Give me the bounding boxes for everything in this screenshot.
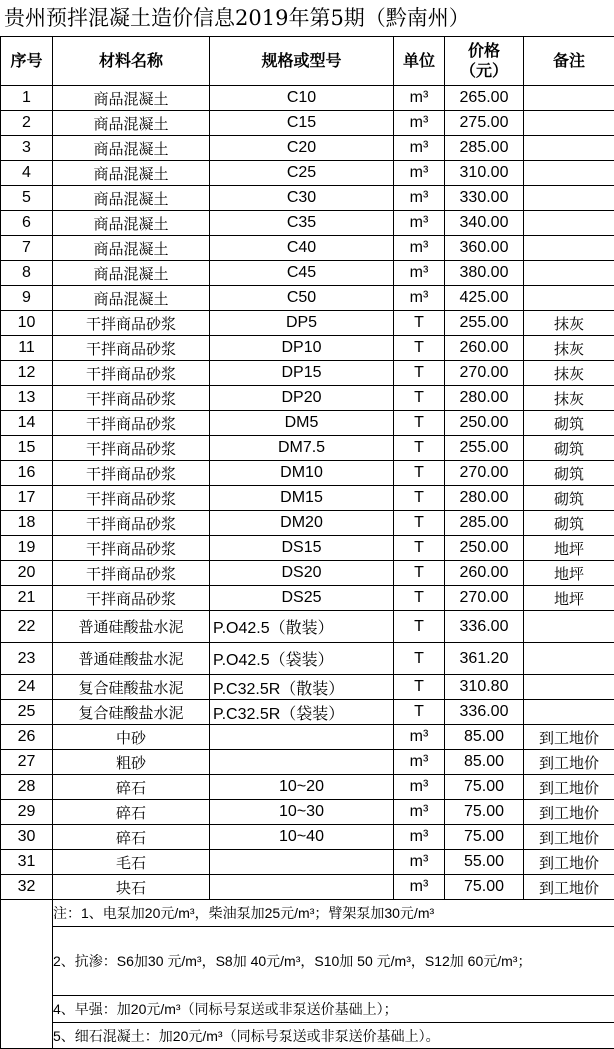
- table-row: [1, 136, 614, 161]
- row-remark: [524, 236, 614, 261]
- row-remark: [524, 111, 614, 136]
- row-no: 3: [1, 136, 53, 161]
- table-row: [1, 436, 614, 461]
- row-unit: T: [394, 611, 445, 643]
- row-price: 275.00: [445, 111, 524, 136]
- header-price: [445, 37, 524, 86]
- row-price: 75.00: [445, 775, 524, 800]
- row-spec: P.C32.5R（袋装）: [210, 700, 394, 725]
- row-price: 55.00: [445, 850, 524, 875]
- row-remark: 砌筑: [524, 486, 614, 511]
- row-price: 285.00: [445, 511, 524, 536]
- row-spec: DP5: [210, 311, 394, 336]
- table-row: [1, 411, 614, 436]
- page-title: 贵州预拌混凝土造价信息2019年第5期（黔南州）: [0, 0, 614, 36]
- row-remark: 到工地价: [524, 775, 614, 800]
- row-no: 10: [1, 311, 53, 336]
- header-material-name: 材料名称: [53, 37, 210, 86]
- row-no: 25: [1, 700, 53, 725]
- row-price: 310.00: [445, 161, 524, 186]
- note-2: 2、抗渗：S6加30 元/m³，S8加 40元/m³，S10加 50 元/m³，S12加 60元/m³；: [53, 927, 614, 996]
- table-row: [1, 361, 614, 386]
- row-material-name: 干拌商品砂浆: [53, 511, 210, 536]
- row-material-name: 商品混凝土: [53, 111, 210, 136]
- row-unit: T: [394, 700, 445, 725]
- table-row: [1, 86, 614, 111]
- table-row: [1, 875, 614, 900]
- row-remark: 到工地价: [524, 825, 614, 850]
- row-spec: 10~20: [210, 775, 394, 800]
- row-spec: C20: [210, 136, 394, 161]
- row-spec: 10~40: [210, 825, 394, 850]
- note-5: 5、细石混凝土：加20元/m³（同标号泵送或非泵送价基础上）。: [53, 1023, 614, 1049]
- row-remark: [524, 675, 614, 700]
- row-price: 75.00: [445, 825, 524, 850]
- row-material-name: 商品混凝土: [53, 136, 210, 161]
- row-material-name: 复合硅酸盐水泥: [53, 675, 210, 700]
- row-spec: [210, 750, 394, 775]
- row-spec: [210, 875, 394, 900]
- row-no: 12: [1, 361, 53, 386]
- row-remark: 到工地价: [524, 750, 614, 775]
- row-price: 330.00: [445, 186, 524, 211]
- table-row: [1, 675, 614, 700]
- row-unit: m³: [394, 86, 445, 111]
- row-no: 13: [1, 386, 53, 411]
- header-unit: 单位: [394, 37, 445, 86]
- row-unit: T: [394, 586, 445, 611]
- table-row: [1, 643, 614, 675]
- row-spec: DS15: [210, 536, 394, 561]
- row-spec: DS20: [210, 561, 394, 586]
- row-price: 270.00: [445, 586, 524, 611]
- row-material-name: 碎石: [53, 825, 210, 850]
- row-no: 21: [1, 586, 53, 611]
- row-material-name: 商品混凝土: [53, 86, 210, 111]
- row-unit: T: [394, 336, 445, 361]
- row-material-name: 商品混凝土: [53, 211, 210, 236]
- row-unit: m³: [394, 236, 445, 261]
- price-table: [0, 36, 614, 1049]
- table-row: [1, 236, 614, 261]
- row-no: 29: [1, 800, 53, 825]
- row-no: 6: [1, 211, 53, 236]
- row-remark: [524, 86, 614, 111]
- row-remark: 到工地价: [524, 725, 614, 750]
- row-unit: m³: [394, 825, 445, 850]
- row-spec: C25: [210, 161, 394, 186]
- row-spec: C15: [210, 111, 394, 136]
- row-unit: m³: [394, 775, 445, 800]
- row-no: 5: [1, 186, 53, 211]
- note-row-4: [1, 996, 614, 1023]
- table-row: [1, 586, 614, 611]
- row-material-name: 干拌商品砂浆: [53, 411, 210, 436]
- note-4: 4、早强：加20元/m³（同标号泵送或非泵送价基础上）；: [53, 996, 614, 1023]
- header-price-line2: （元）: [445, 61, 523, 81]
- row-price: 270.00: [445, 461, 524, 486]
- row-remark: 抹灰: [524, 311, 614, 336]
- row-no: 26: [1, 725, 53, 750]
- row-unit: T: [394, 386, 445, 411]
- row-no: 22: [1, 611, 53, 643]
- row-unit: T: [394, 511, 445, 536]
- row-spec: DP20: [210, 386, 394, 411]
- row-remark: 砌筑: [524, 411, 614, 436]
- row-no: 2: [1, 111, 53, 136]
- row-material-name: 商品混凝土: [53, 286, 210, 311]
- table-row: [1, 536, 614, 561]
- table-row: [1, 700, 614, 725]
- row-unit: T: [394, 461, 445, 486]
- table-row: [1, 211, 614, 236]
- row-unit: T: [394, 561, 445, 586]
- row-unit: T: [394, 536, 445, 561]
- row-no: 7: [1, 236, 53, 261]
- row-material-name: 干拌商品砂浆: [53, 311, 210, 336]
- row-price: 340.00: [445, 211, 524, 236]
- row-no: 15: [1, 436, 53, 461]
- row-spec: DM5: [210, 411, 394, 436]
- header-remark: 备注: [524, 37, 614, 86]
- table-row: [1, 161, 614, 186]
- row-spec: DM10: [210, 461, 394, 486]
- row-price: 380.00: [445, 261, 524, 286]
- row-material-name: 碎石: [53, 775, 210, 800]
- row-remark: [524, 136, 614, 161]
- row-material-name: 碎石: [53, 800, 210, 825]
- row-unit: T: [394, 411, 445, 436]
- row-remark: 到工地价: [524, 875, 614, 900]
- row-material-name: 复合硅酸盐水泥: [53, 700, 210, 725]
- header-spec: 规格或型号: [210, 37, 394, 86]
- row-spec: P.O42.5（袋装）: [210, 643, 394, 675]
- row-remark: 抹灰: [524, 361, 614, 386]
- row-no: 4: [1, 161, 53, 186]
- row-unit: m³: [394, 111, 445, 136]
- row-unit: m³: [394, 850, 445, 875]
- row-price: 425.00: [445, 286, 524, 311]
- row-remark: 抹灰: [524, 336, 614, 361]
- row-material-name: 商品混凝土: [53, 161, 210, 186]
- table-row: [1, 286, 614, 311]
- row-no: 1: [1, 86, 53, 111]
- row-material-name: 块石: [53, 875, 210, 900]
- table-row: [1, 336, 614, 361]
- table-row: [1, 775, 614, 800]
- row-material-name: 干拌商品砂浆: [53, 486, 210, 511]
- row-unit: m³: [394, 211, 445, 236]
- note-row-2: [1, 927, 614, 996]
- row-spec: DM15: [210, 486, 394, 511]
- table-row: [1, 750, 614, 775]
- row-spec: C45: [210, 261, 394, 286]
- row-price: 336.00: [445, 611, 524, 643]
- row-unit: m³: [394, 750, 445, 775]
- row-spec: DP15: [210, 361, 394, 386]
- row-spec: P.O42.5（散装）: [210, 611, 394, 643]
- table-row: [1, 725, 614, 750]
- row-remark: 到工地价: [524, 800, 614, 825]
- row-remark: [524, 643, 614, 675]
- header-row: [1, 37, 614, 86]
- row-material-name: 干拌商品砂浆: [53, 536, 210, 561]
- row-spec: [210, 725, 394, 750]
- row-unit: T: [394, 311, 445, 336]
- table-row: [1, 386, 614, 411]
- row-material-name: 商品混凝土: [53, 186, 210, 211]
- row-material-name: 商品混凝土: [53, 236, 210, 261]
- row-material-name: 干拌商品砂浆: [53, 561, 210, 586]
- row-material-name: 中砂: [53, 725, 210, 750]
- table-body: [1, 86, 614, 900]
- row-material-name: 粗砂: [53, 750, 210, 775]
- row-remark: [524, 161, 614, 186]
- row-price: 265.00: [445, 86, 524, 111]
- table-row: [1, 800, 614, 825]
- note-row-5: [1, 1023, 614, 1049]
- table-row: [1, 825, 614, 850]
- table-row: [1, 561, 614, 586]
- header-price-line1: 价格: [445, 41, 523, 61]
- table-row: [1, 611, 614, 643]
- row-remark: [524, 286, 614, 311]
- row-unit: m³: [394, 136, 445, 161]
- table-row: [1, 111, 614, 136]
- row-no: 19: [1, 536, 53, 561]
- table-row: [1, 186, 614, 211]
- row-unit: m³: [394, 161, 445, 186]
- row-material-name: 干拌商品砂浆: [53, 361, 210, 386]
- row-remark: [524, 186, 614, 211]
- row-material-name: 干拌商品砂浆: [53, 586, 210, 611]
- row-material-name: 毛石: [53, 850, 210, 875]
- row-price: 310.80: [445, 675, 524, 700]
- row-spec: C40: [210, 236, 394, 261]
- row-no: 23: [1, 643, 53, 675]
- row-price: 75.00: [445, 800, 524, 825]
- row-unit: m³: [394, 261, 445, 286]
- row-remark: [524, 700, 614, 725]
- row-price: 250.00: [445, 411, 524, 436]
- note-row-1: [1, 900, 614, 927]
- row-price: 280.00: [445, 486, 524, 511]
- row-price: 361.20: [445, 643, 524, 675]
- row-price: 285.00: [445, 136, 524, 161]
- row-price: 260.00: [445, 561, 524, 586]
- table-row: [1, 511, 614, 536]
- row-no: 14: [1, 411, 53, 436]
- row-price: 255.00: [445, 311, 524, 336]
- row-spec: DS25: [210, 586, 394, 611]
- row-spec: DM7.5: [210, 436, 394, 461]
- row-remark: 地坪: [524, 561, 614, 586]
- row-no: 9: [1, 286, 53, 311]
- row-price: 280.00: [445, 386, 524, 411]
- row-spec: 10~30: [210, 800, 394, 825]
- row-unit: T: [394, 361, 445, 386]
- row-spec: [210, 850, 394, 875]
- row-material-name: 商品混凝土: [53, 261, 210, 286]
- row-remark: 地坪: [524, 536, 614, 561]
- row-unit: T: [394, 486, 445, 511]
- row-spec: DP10: [210, 336, 394, 361]
- row-no: 28: [1, 775, 53, 800]
- row-spec: C30: [210, 186, 394, 211]
- row-remark: 到工地价: [524, 850, 614, 875]
- row-price: 85.00: [445, 750, 524, 775]
- row-price: 255.00: [445, 436, 524, 461]
- row-remark: 地坪: [524, 586, 614, 611]
- row-no: 27: [1, 750, 53, 775]
- table-row: [1, 850, 614, 875]
- row-price: 260.00: [445, 336, 524, 361]
- row-price: 250.00: [445, 536, 524, 561]
- row-remark: [524, 211, 614, 236]
- row-unit: m³: [394, 875, 445, 900]
- row-no: 32: [1, 875, 53, 900]
- row-price: 336.00: [445, 700, 524, 725]
- row-unit: m³: [394, 186, 445, 211]
- row-material-name: 干拌商品砂浆: [53, 436, 210, 461]
- row-unit: m³: [394, 286, 445, 311]
- row-price: 75.00: [445, 875, 524, 900]
- row-material-name: 普通硅酸盐水泥: [53, 611, 210, 643]
- row-unit: T: [394, 675, 445, 700]
- row-no: 31: [1, 850, 53, 875]
- row-material-name: 干拌商品砂浆: [53, 461, 210, 486]
- row-no: 17: [1, 486, 53, 511]
- row-price: 360.00: [445, 236, 524, 261]
- row-price: 85.00: [445, 725, 524, 750]
- row-remark: 砌筑: [524, 511, 614, 536]
- row-spec: P.C32.5R（散装）: [210, 675, 394, 700]
- row-spec: C10: [210, 86, 394, 111]
- row-no: 11: [1, 336, 53, 361]
- row-no: 20: [1, 561, 53, 586]
- row-no: 30: [1, 825, 53, 850]
- row-unit: T: [394, 436, 445, 461]
- row-unit: m³: [394, 800, 445, 825]
- table-row: [1, 461, 614, 486]
- row-no: 18: [1, 511, 53, 536]
- row-unit: m³: [394, 725, 445, 750]
- row-spec: DM20: [210, 511, 394, 536]
- table-row: [1, 486, 614, 511]
- row-no: 16: [1, 461, 53, 486]
- note-spacer: [1, 900, 53, 1049]
- row-unit: T: [394, 643, 445, 675]
- table-row: [1, 261, 614, 286]
- row-material-name: 干拌商品砂浆: [53, 386, 210, 411]
- row-no: 24: [1, 675, 53, 700]
- row-remark: 抹灰: [524, 386, 614, 411]
- row-price: 270.00: [445, 361, 524, 386]
- row-remark: 砌筑: [524, 436, 614, 461]
- row-spec: C50: [210, 286, 394, 311]
- row-spec: C35: [210, 211, 394, 236]
- table-row: [1, 311, 614, 336]
- note-1: 注：1、电泵加20元/m³，柴油泵加25元/m³；臂架泵加30元/m³: [53, 900, 614, 927]
- row-remark: [524, 611, 614, 643]
- row-material-name: 普通硅酸盐水泥: [53, 643, 210, 675]
- row-remark: 砌筑: [524, 461, 614, 486]
- row-remark: [524, 261, 614, 286]
- header-no: 序号: [1, 37, 53, 86]
- row-no: 8: [1, 261, 53, 286]
- row-material-name: 干拌商品砂浆: [53, 336, 210, 361]
